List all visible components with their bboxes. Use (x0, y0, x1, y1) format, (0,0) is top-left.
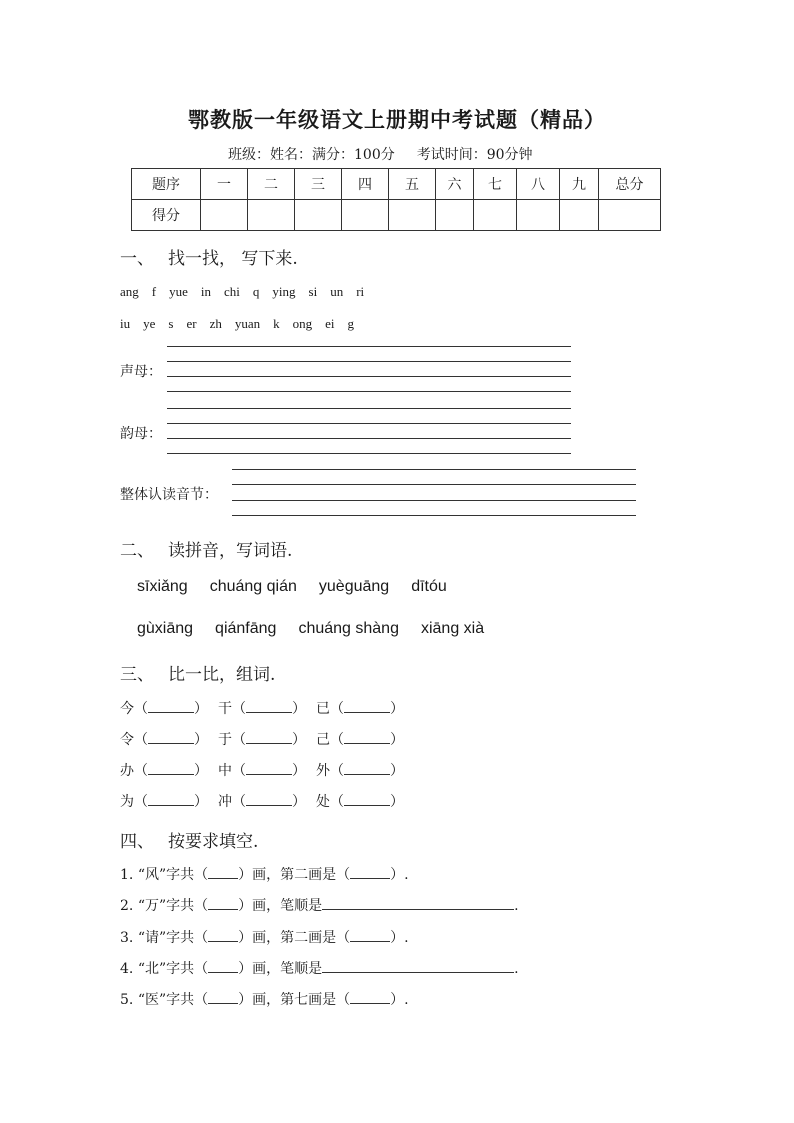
paren: ） (292, 701, 306, 717)
answer-blank[interactable] (208, 896, 238, 910)
answer-blank[interactable] (208, 990, 238, 1004)
score-input-cell[interactable] (342, 200, 389, 231)
answer-blank[interactable] (344, 792, 390, 806)
question-number: 5. (120, 992, 134, 1008)
paren: （ (134, 794, 148, 810)
paren: （ (232, 701, 246, 717)
paren: ） (390, 794, 404, 810)
table-cell: 一 (201, 169, 248, 200)
pinyin-word: chuáng shàng (298, 620, 399, 637)
paren: （ (232, 794, 246, 810)
pinyin-item: ye (143, 316, 156, 331)
score-input-cell[interactable] (599, 200, 661, 231)
section-title: 找一找， 写下来. (168, 249, 298, 269)
pinyin-words-row-2 (137, 620, 506, 638)
question-text: ）. (390, 867, 409, 883)
compare-char: 冲 (218, 794, 232, 810)
paren: ） (194, 701, 208, 717)
writing-line[interactable] (232, 469, 636, 470)
paren: ） (194, 732, 208, 748)
table-cell: 八 (517, 169, 560, 200)
pinyin-row-1 (120, 284, 377, 300)
compare-row (120, 791, 414, 811)
writing-line[interactable] (167, 408, 571, 409)
question-text: 字共（ (166, 867, 209, 883)
paren: （ (232, 732, 246, 748)
pinyin-item: ying (272, 284, 296, 299)
score-input-cell[interactable] (295, 200, 342, 231)
question-text: . (514, 961, 519, 977)
paren: （ (134, 701, 148, 717)
question-number: 1. (120, 867, 134, 883)
score-input-cell[interactable] (201, 200, 248, 231)
answer-blank[interactable] (344, 699, 390, 713)
section-title: 比一比，组词. (168, 665, 276, 685)
answer-blank[interactable] (246, 730, 292, 744)
question-number: 2. (120, 898, 134, 914)
answer-blank[interactable] (148, 699, 194, 713)
compare-char: 为 (120, 794, 134, 810)
answer-blank[interactable] (246, 699, 292, 713)
fill-question (120, 895, 519, 915)
question-number: 4. (120, 961, 134, 977)
compare-char: 处 (316, 794, 330, 810)
pinyin-item: un (330, 284, 344, 299)
pinyin-item: s (168, 316, 174, 331)
question-number: 3. (120, 930, 134, 946)
writing-line[interactable] (167, 346, 571, 347)
question-char: “请” (137, 930, 167, 946)
paren: ） (194, 794, 208, 810)
exam-time: 考试时间：90分钟 (416, 147, 533, 163)
question-text: 字共（ (166, 961, 209, 977)
table-cell: 九 (560, 169, 599, 200)
score-table-header-row (132, 169, 661, 200)
question-char: “万” (137, 898, 167, 914)
writing-line[interactable] (232, 515, 636, 516)
pinyin-item: k (273, 316, 280, 331)
pinyin-word: sīxiǎng (137, 578, 188, 595)
answer-blank[interactable] (350, 928, 390, 942)
answer-blank[interactable] (350, 865, 390, 879)
pinyin-word: qiánfāng (215, 620, 277, 637)
question-text: ）画，笔顺是 (238, 961, 323, 977)
question-text: ）画，第二画是（ (238, 867, 351, 883)
question-text: ）画，第二画是（ (238, 930, 351, 946)
paren: （ (134, 763, 148, 779)
fill-question (120, 958, 519, 978)
pinyin-item: iu (120, 316, 131, 331)
section2-heading (120, 536, 292, 561)
section-number: 三、 (120, 665, 154, 685)
pinyin-word: dītóu (411, 578, 447, 595)
question-char: “北” (137, 961, 167, 977)
section4-heading (120, 827, 258, 852)
paren: ） (292, 794, 306, 810)
paren: ） (390, 732, 404, 748)
compare-row (120, 729, 414, 749)
answer-blank[interactable] (208, 959, 238, 973)
score-table-score-row (132, 200, 661, 231)
score-input-cell[interactable] (517, 200, 560, 231)
compare-char: 干 (218, 701, 232, 717)
question-text: ）. (390, 992, 409, 1008)
paren: （ (330, 701, 344, 717)
zhengti-label: 整体认读音节： (120, 487, 218, 503)
section1-heading (120, 244, 298, 269)
writing-line[interactable] (167, 376, 571, 377)
question-text: ）画，笔顺是 (238, 898, 323, 914)
writing-line[interactable] (167, 438, 571, 439)
table-cell: 五 (389, 169, 436, 200)
pinyin-item: ri (356, 284, 365, 299)
score-input-cell[interactable] (474, 200, 517, 231)
pinyin-item: g (347, 316, 355, 331)
score-input-cell[interactable] (248, 200, 295, 231)
compare-char: 外 (316, 763, 330, 779)
compare-char: 中 (218, 763, 232, 779)
compare-row (120, 698, 414, 718)
fill-question (120, 864, 409, 884)
pinyin-item: ang (120, 284, 139, 299)
table-cell: 得分 (132, 200, 201, 231)
pinyin-words-row-1 (137, 578, 469, 596)
paren: （ (330, 763, 344, 779)
section3-heading (120, 660, 275, 685)
table-cell: 三 (295, 169, 342, 200)
page-title: 鄂教版一年级语文上册期中考试题（精品） (188, 107, 606, 132)
question-text: . (514, 898, 519, 914)
pinyin-word: chuáng qián (209, 578, 297, 595)
answer-blank[interactable] (246, 761, 292, 775)
section-number: 二、 (120, 541, 154, 561)
paren: ） (194, 763, 208, 779)
shengmu-label: 声母： (120, 364, 162, 380)
writing-line[interactable] (167, 453, 571, 454)
paren: （ (232, 763, 246, 779)
pinyin-word: xiāng xià (420, 620, 485, 637)
compare-char: 已 (316, 701, 330, 717)
score-input-cell[interactable] (436, 200, 474, 231)
pinyin-item: si (308, 284, 318, 299)
pinyin-item: ong (292, 316, 313, 331)
exam-info (228, 144, 555, 164)
paren: ） (292, 763, 306, 779)
section-number: 一、 (120, 249, 154, 269)
compare-char: 办 (120, 763, 134, 779)
pinyin-item: ei (325, 316, 335, 331)
compare-row (120, 760, 414, 780)
answer-blank[interactable] (148, 761, 194, 775)
answer-blank[interactable] (208, 928, 238, 942)
compare-char: 令 (120, 732, 134, 748)
answer-blank[interactable] (344, 761, 390, 775)
question-text: ）画，第七画是（ (238, 992, 351, 1008)
compare-char: 于 (218, 732, 232, 748)
fill-question (120, 927, 409, 947)
section-title: 按要求填空. (168, 832, 259, 852)
pinyin-word: gùxiāng (137, 620, 194, 637)
fill-question (120, 989, 409, 1009)
score-table (131, 168, 661, 231)
answer-blank[interactable] (322, 959, 514, 973)
writing-line[interactable] (167, 391, 571, 392)
table-cell: 四 (342, 169, 389, 200)
answer-blank[interactable] (246, 792, 292, 806)
full-score: 满分：100分 (312, 147, 395, 163)
writing-line[interactable] (167, 423, 571, 424)
table-cell: 七 (474, 169, 517, 200)
answer-blank[interactable] (148, 730, 194, 744)
pinyin-item: zh (209, 316, 222, 331)
pinyin-item: er (186, 316, 197, 331)
paren: （ (330, 732, 344, 748)
score-input-cell[interactable] (389, 200, 436, 231)
table-cell: 二 (248, 169, 295, 200)
question-text: 字共（ (166, 898, 209, 914)
table-cell: 总分 (599, 169, 661, 200)
paren: （ (134, 732, 148, 748)
pinyin-item: yuan (234, 316, 261, 331)
writing-line[interactable] (167, 361, 571, 362)
answer-blank[interactable] (322, 896, 514, 910)
question-text: 字共（ (166, 992, 209, 1008)
class-label: 班级： (228, 147, 270, 163)
section-title: 读拼音，写词语. (168, 541, 293, 561)
name-label: 姓名： (270, 147, 312, 163)
pinyin-item: q (252, 284, 260, 299)
paren: （ (330, 794, 344, 810)
answer-blank[interactable] (350, 990, 390, 1004)
question-text: ）. (390, 930, 409, 946)
answer-blank[interactable] (344, 730, 390, 744)
answer-blank[interactable] (208, 865, 238, 879)
pinyin-row-2 (120, 316, 367, 332)
writing-line[interactable] (232, 500, 636, 501)
compare-char: 己 (316, 732, 330, 748)
pinyin-word: yuèguāng (318, 578, 390, 595)
score-input-cell[interactable] (560, 200, 599, 231)
question-char: “风” (137, 867, 167, 883)
pinyin-item: chi (224, 284, 240, 299)
pinyin-item: f (151, 284, 157, 299)
pinyin-item: in (200, 284, 212, 299)
question-text: 字共（ (166, 930, 209, 946)
pinyin-item: yue (169, 284, 188, 299)
yunmu-label: 韵母： (120, 426, 162, 442)
question-char: “医” (137, 992, 167, 1008)
paren: ） (390, 701, 404, 717)
paren: ） (390, 763, 404, 779)
writing-line[interactable] (232, 484, 636, 485)
answer-blank[interactable] (148, 792, 194, 806)
section-number: 四、 (120, 832, 154, 852)
table-cell: 六 (436, 169, 474, 200)
table-cell: 题序 (132, 169, 201, 200)
paren: ） (292, 732, 306, 748)
compare-char: 今 (120, 701, 134, 717)
